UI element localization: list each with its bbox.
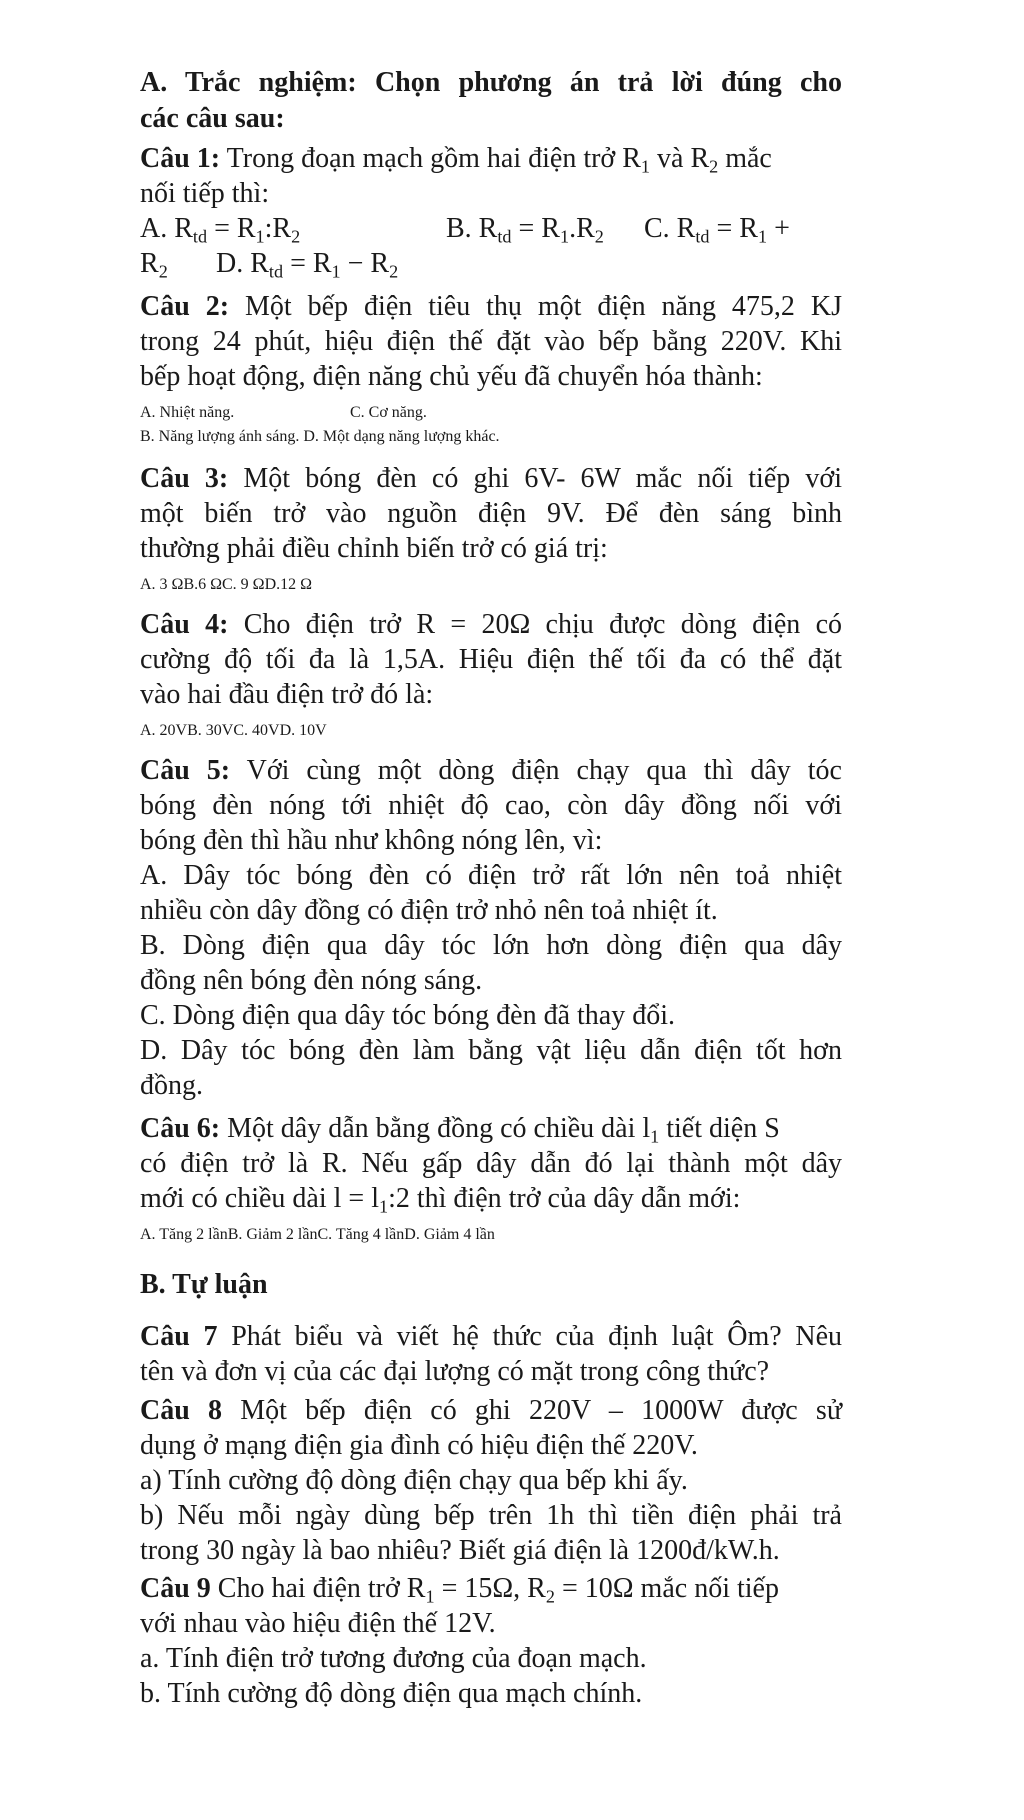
question-6-label: Câu 6: — [140, 1113, 221, 1144]
question-1-option-d: D. $R_{td} = R_1 - R_2$ — [216, 248, 399, 282]
question-3-line1: Câu 3: Một bóng đèn có ghi 6V- 6W mắc nối tiếp với — [140, 463, 842, 494]
question-6-line2: có điện trở là R. Nếu gấp dây dẫn đó lại thành một dây — [140, 1148, 842, 1179]
question-3-options: A. 3 ΩB.6 ΩC. 9 ΩD.12 Ω — [140, 576, 313, 593]
question-5-line2: bóng đèn nóng tới nhiệt độ cao, còn dây đồng nối với — [140, 790, 842, 821]
question-4-line2: cường độ tối đa là 1,5A. Hiệu điện thế tối đa có thể đặt — [140, 644, 842, 675]
question-1-line2: nối tiếp thì: — [140, 178, 270, 209]
question-5-option-b-line1: B. Dòng điện qua dây tóc lớn hơn dòng điện qua dây — [140, 930, 842, 961]
question-7-label: Câu 7 — [140, 1321, 218, 1352]
question-8-line2: dụng ở mạng điện gia đình có hiệu điện thế 220V. — [140, 1430, 698, 1461]
question-1-option-b: B. $R_{td} = R_1.R_2$ — [446, 213, 604, 247]
question-3-line3: thường phải điều chỉnh biến trở có giá trị: — [140, 533, 608, 564]
question-5-option-b-line2: đồng nên bóng đèn nóng sáng. — [140, 965, 483, 996]
question-2-line3: bếp hoạt động, điện năng chủ yếu đã chuyển hóa thành: — [140, 361, 763, 392]
question-9-part-b: b. Tính cường độ dòng điện qua mạch chính. — [140, 1678, 643, 1709]
question-8-label: Câu 8 — [140, 1395, 223, 1426]
question-1-label: Câu 1: — [140, 143, 221, 174]
section-a-title-line2: các câu sau: — [140, 103, 285, 134]
question-8-part-a: a) Tính cường độ dòng điện chạy qua bếp khi ấy. — [140, 1465, 688, 1496]
question-2-label: Câu 2: — [140, 291, 230, 322]
question-5-line3: bóng đèn thì hầu như không nóng lên, vì: — [140, 825, 603, 856]
question-7-line2: tên và đơn vị của các đại lượng có mặt trong công thức? — [140, 1356, 770, 1387]
section-a-title-line1: A. Trắc nghiệm: Chọn phương án trả lời đúng cho — [140, 67, 842, 98]
question-7-line1: Câu 7 Phát biểu và viết hệ thức của định luật Ôm? Nêu — [140, 1321, 842, 1352]
question-8-part-b-line1: b) Nếu mỗi ngày dùng bếp trên 1h thì tiền điện phải trả — [140, 1500, 842, 1531]
question-5-option-a-line2: nhiều còn dây đồng có điện trở nhỏ nên toả nhiệt ít. — [140, 895, 718, 926]
question-1-option-a: A. $R_{td}$ = $R_1:R_2$ — [140, 213, 301, 247]
question-5-option-d-line2: đồng. — [140, 1070, 203, 1101]
question-2-options-b-d: B. Năng lượng ánh sáng. D. Một dạng năng lượng khác. — [140, 428, 500, 445]
question-5-line1: Câu 5: Với cùng một dòng điện chạy qua thì dây tóc — [140, 755, 842, 786]
question-5-label: Câu 5: — [140, 755, 231, 786]
question-2-line1: Câu 2: Một bếp điện tiêu thụ một điện năng 475,2 KJ — [140, 291, 842, 322]
question-9-label: Câu 9 — [140, 1573, 211, 1604]
question-1-line1: Câu 1: Trong đoạn mạch gồm hai điện trở $R_1$ và $R_2$ mắc — [140, 143, 772, 177]
question-8-part-b-line2: trong 30 ngày là bao nhiêu? Biết giá điện là 1200đ/kW.h. — [140, 1535, 780, 1566]
question-5-option-a-line1: A. Dây tóc bóng đèn có điện trở rất lớn nên toả nhiệt — [140, 860, 842, 891]
question-4-options: A. 20VB. 30VC. 40VD. 10V — [140, 722, 327, 739]
question-4-line3: vào hai đầu điện trở đó là: — [140, 679, 434, 710]
question-9-line1: Câu 9 Cho hai điện trở $R_1 = 15\Omega$, $R_2 = 10\Omega$ mắc nối tiếp — [140, 1573, 779, 1607]
question-5-option-d-line1: D. Dây tóc bóng đèn làm bằng vật liệu dẫn điện tốt hơn — [140, 1035, 842, 1066]
question-8-line1: Câu 8 Một bếp điện có ghi 220V – 1000W được sử — [140, 1395, 842, 1426]
question-4-line1: Câu 4: Cho điện trở R = 20Ω chịu được dòng điện có — [140, 609, 842, 640]
question-2-option-c: C. Cơ năng. — [350, 404, 427, 421]
question-1-text: Trong đoạn mạch gồm hai điện trở R — [226, 143, 641, 174]
question-9-line2: với nhau vào hiệu điện thế 12V. — [140, 1608, 496, 1639]
question-3-line2: một biến trở vào nguồn điện 9V. Để đèn sáng bình — [140, 498, 842, 529]
question-1-option-c-cont: $R_2$ — [140, 248, 168, 282]
question-9-part-a: a. Tính điện trở tương đương của đoạn mạch. — [140, 1643, 647, 1674]
question-6-line3: mới có chiều dài $l = l_1:2$ thì điện trở của dây dẫn mới: — [140, 1183, 741, 1217]
question-6-options: A. Tăng 2 lầnB. Giảm 2 lầnC. Tăng 4 lầnD. Giảm 4 lần — [140, 1226, 495, 1243]
question-2-line2: trong 24 phút, hiệu điện thế đặt vào bếp bằng 220V. Khi — [140, 326, 842, 357]
question-2-option-a: A. Nhiệt năng. — [140, 404, 235, 421]
question-5-option-c: C. Dòng điện qua dây tóc bóng đèn đã thay đổi. — [140, 1000, 676, 1031]
question-3-label: Câu 3: — [140, 463, 229, 494]
question-1-option-c: C. $R_{td} = R_1$ + — [644, 213, 790, 247]
question-6-line1: Câu 6: Một dây dẫn bằng đồng có chiều dài $l_1$ tiết diện S — [140, 1113, 780, 1147]
question-4-label: Câu 4: — [140, 609, 229, 640]
section-b-title: B. Tự luận — [140, 1269, 268, 1300]
